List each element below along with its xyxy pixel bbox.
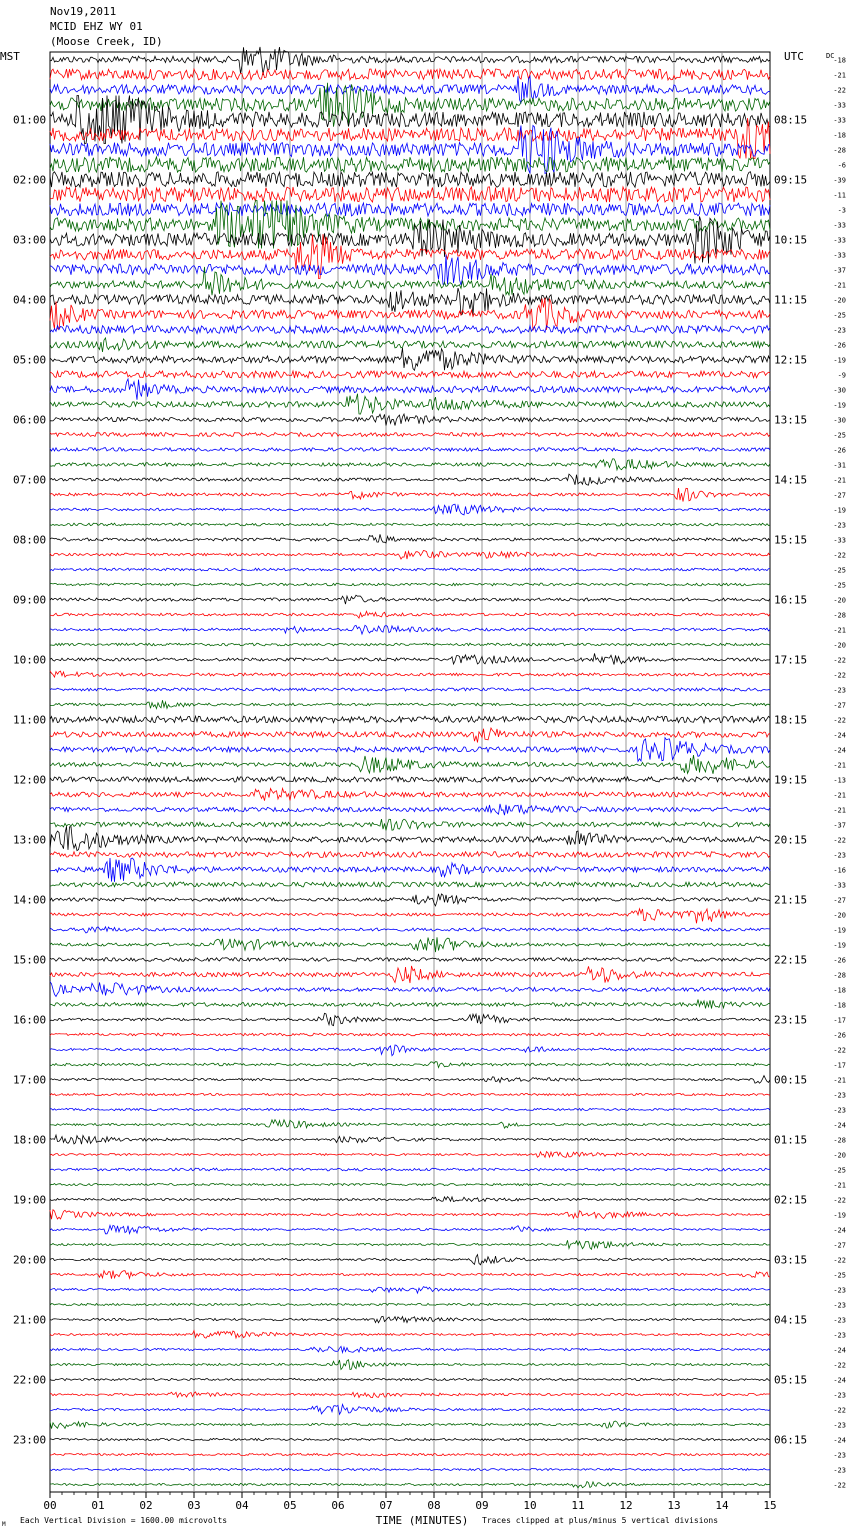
header-station: MCID EHZ WY 01 [50, 20, 143, 33]
dc-offset-label: -22 [833, 86, 846, 95]
utc-hour-label: 03:15 [774, 1253, 808, 1267]
dc-offset-label: -3 [837, 206, 846, 215]
dc-offset-label: -19 [833, 926, 846, 935]
utc-axis-label: UTC [784, 50, 804, 63]
scale-note: Each Vertical Division = 1600.00 microvolts [20, 1516, 228, 1525]
mst-hour-label: 22:00 [13, 1373, 47, 1387]
mst-hour-label: 15:00 [13, 953, 47, 967]
trace-line [50, 1152, 770, 1158]
corner-mark: M [2, 1521, 6, 1528]
dc-offset-label: -21 [833, 281, 846, 290]
dc-offset-label: -21 [833, 761, 846, 770]
trace-line [50, 1062, 770, 1068]
x-tick-label: 00 [43, 1499, 57, 1512]
dc-offset-label: -37 [833, 266, 846, 275]
dc-label: DC [826, 52, 835, 60]
mst-hour-label: 03:00 [13, 233, 47, 247]
dc-offset-label: -31 [833, 461, 846, 470]
dc-offset-label: -20 [833, 641, 846, 650]
dc-offset-label: -23 [833, 851, 846, 860]
dc-offset-label: -19 [833, 506, 846, 515]
dc-offset-label: -9 [837, 371, 846, 380]
dc-offset-label: -24 [833, 1376, 846, 1385]
trace-line [50, 1033, 770, 1036]
dc-offset-label: -25 [833, 311, 846, 320]
trace-line [50, 459, 770, 470]
dc-offset-label: -6 [837, 161, 846, 170]
mst-hour-label: 13:00 [13, 833, 47, 847]
dc-offset-label: -24 [833, 1346, 846, 1355]
trace-line [50, 1240, 770, 1249]
trace-line [50, 1378, 770, 1380]
trace-line [50, 394, 770, 414]
trace-line [50, 1197, 770, 1202]
utc-hour-label: 20:15 [774, 833, 808, 847]
x-tick-label: 15 [763, 1499, 777, 1512]
x-tick-label: 14 [715, 1499, 729, 1512]
dc-offset-label: -22 [833, 551, 846, 560]
trace-line [50, 826, 770, 850]
utc-hour-label: 15:15 [774, 533, 808, 547]
dc-offset-label: -22 [833, 716, 846, 725]
trace-line [50, 348, 770, 371]
trace-line [50, 583, 770, 586]
dc-offset-label: -28 [833, 971, 846, 980]
trace-line [50, 534, 770, 543]
trace-line [50, 1135, 770, 1144]
x-tick-label: 08 [427, 1499, 441, 1512]
mst-hour-label: 19:00 [13, 1193, 47, 1207]
dc-offset-label: -33 [833, 101, 846, 110]
trace-line [50, 852, 770, 858]
dc-offset-label: -19 [833, 941, 846, 950]
dc-offset-label: -19 [833, 1211, 846, 1220]
trace-line [50, 267, 770, 295]
x-tick-label: 11 [571, 1499, 585, 1512]
trace-line [50, 1392, 770, 1398]
trace-line [50, 126, 770, 174]
dc-offset-label: -33 [833, 881, 846, 890]
mst-hour-label: 14:00 [13, 893, 47, 907]
header-date: Nov19,2011 [50, 5, 117, 18]
trace-line [50, 371, 770, 378]
dc-offset-label: -27 [833, 1241, 846, 1250]
utc-hour-label: 01:15 [774, 1133, 808, 1147]
dc-offset-label: -17 [833, 1061, 846, 1070]
dc-offset-label: -25 [833, 431, 846, 440]
dc-offset-label: -26 [833, 446, 846, 455]
trace-line [50, 1045, 770, 1056]
mst-hour-label: 11:00 [13, 713, 47, 727]
trace-line [50, 326, 770, 334]
utc-hour-label: 00:15 [774, 1073, 808, 1087]
utc-hour-label: 11:15 [774, 293, 808, 307]
mst-axis-label: MST [0, 50, 20, 63]
trace-line [50, 216, 770, 263]
dc-offset-label: -23 [833, 326, 846, 335]
mst-hour-label: 02:00 [13, 173, 47, 187]
clip-note: Traces clipped at plus/minus 5 vertical divisions [482, 1516, 719, 1525]
trace-line [50, 894, 770, 906]
dc-offset-label: -20 [833, 596, 846, 605]
trace-line [50, 755, 770, 774]
utc-hour-label: 08:15 [774, 113, 808, 127]
utc-hour-label: 18:15 [774, 713, 808, 727]
trace-line [50, 1168, 770, 1171]
dc-offset-label: -18 [833, 56, 846, 65]
utc-hour-label: 10:15 [774, 233, 808, 247]
trace-line [50, 595, 770, 604]
dc-offset-label: -19 [833, 356, 846, 365]
header-location: (Moose Creek, ID) [50, 35, 163, 48]
mst-hour-label: 01:00 [13, 113, 47, 127]
dc-offset-label: -23 [833, 1286, 846, 1295]
trace-line [50, 433, 770, 437]
dc-offset-label: -28 [833, 611, 846, 620]
trace-line [50, 1421, 770, 1429]
x-tick-label: 03 [187, 1499, 201, 1512]
x-tick-label: 04 [235, 1499, 249, 1512]
trace-line [50, 1331, 770, 1339]
trace-line [50, 1438, 770, 1440]
dc-offset-label: -21 [833, 1076, 846, 1085]
dc-offset-label: -22 [833, 1406, 846, 1415]
dc-offset-label: -25 [833, 566, 846, 575]
dc-offset-label: -21 [833, 806, 846, 815]
trace-line [50, 255, 770, 285]
trace-line [50, 488, 770, 502]
trace-line [50, 819, 770, 830]
dc-offset-label: -22 [833, 836, 846, 845]
dc-offset-label: -21 [833, 476, 846, 485]
utc-hour-label: 14:15 [774, 473, 808, 487]
trace-line [50, 738, 770, 762]
trace-line [50, 882, 770, 887]
dc-offset-label: -17 [833, 1016, 846, 1025]
dc-offset-label: -21 [833, 626, 846, 635]
dc-offset-label: -23 [833, 521, 846, 530]
dc-offset-label: -18 [833, 131, 846, 140]
trace-line [50, 1287, 770, 1294]
dc-offset-label: -20 [833, 296, 846, 305]
trace-line [50, 448, 770, 452]
utc-hour-label: 16:15 [774, 593, 808, 607]
dc-offset-label: -33 [833, 236, 846, 245]
dc-offset-label: -27 [833, 491, 846, 500]
trace-line [50, 1076, 770, 1084]
x-tick-label: 12 [619, 1499, 633, 1512]
trace-line [50, 909, 770, 924]
trace-line [50, 700, 770, 708]
x-tick-label: 02 [139, 1499, 153, 1512]
x-tick-label: 07 [379, 1499, 393, 1512]
trace-line [50, 958, 770, 962]
x-tick-label: 10 [523, 1499, 537, 1512]
dc-offset-label: -21 [833, 791, 846, 800]
trace-line [50, 1482, 770, 1488]
trace-line [50, 937, 770, 952]
dc-offset-label: -11 [833, 191, 846, 200]
trace-line [50, 1210, 770, 1220]
dc-offset-label: -13 [833, 776, 846, 785]
trace-line [50, 653, 770, 664]
dc-offset-label: -20 [833, 911, 846, 920]
dc-offset-label: -24 [833, 1226, 846, 1235]
dc-offset-label: -33 [833, 536, 846, 545]
dc-offset-label: -21 [833, 1181, 846, 1190]
trace-line [50, 1255, 770, 1265]
trace-line [50, 157, 770, 172]
trace-line [50, 927, 770, 933]
dc-offset-label: -22 [833, 1361, 846, 1370]
mst-hour-label: 05:00 [13, 353, 47, 367]
trace-line [50, 716, 770, 723]
trace-line [50, 523, 770, 526]
mst-hour-label: 23:00 [13, 1433, 47, 1447]
trace-line [50, 788, 770, 800]
mst-hour-label: 17:00 [13, 1073, 47, 1087]
trace-line [50, 203, 770, 216]
utc-hour-label: 19:15 [774, 773, 808, 787]
trace-line [50, 611, 770, 618]
dc-offset-label: -20 [833, 1151, 846, 1160]
mst-hour-label: 07:00 [13, 473, 47, 487]
trace-line [50, 1120, 770, 1129]
dc-offset-label: -26 [833, 956, 846, 965]
trace-line [50, 671, 770, 677]
dc-offset-label: -18 [833, 986, 846, 995]
mst-hour-label: 20:00 [13, 1253, 47, 1267]
dc-offset-label: -28 [833, 1136, 846, 1145]
dc-offset-label: -30 [833, 386, 846, 395]
trace-line [50, 1404, 770, 1414]
trace-line [50, 1360, 770, 1370]
trace-line [50, 804, 770, 815]
trace-line [50, 777, 770, 782]
trace-line [50, 551, 770, 560]
x-axis-title: TIME (MINUTES) [375, 1514, 469, 1527]
trace-line [50, 1093, 770, 1095]
dc-offset-label: -24 [833, 1436, 846, 1445]
utc-hour-label: 21:15 [774, 893, 808, 907]
dc-offset-label: -23 [833, 1331, 846, 1340]
trace-line [50, 1225, 770, 1233]
trace-line [50, 414, 770, 426]
trace-line [50, 187, 770, 202]
utc-hour-label: 23:15 [774, 1013, 808, 1027]
utc-hour-label: 09:15 [774, 173, 808, 187]
mst-hour-label: 04:00 [13, 293, 47, 307]
dc-offset-label: -26 [833, 1031, 846, 1040]
mst-hour-label: 18:00 [13, 1133, 47, 1147]
trace-line [50, 643, 770, 646]
utc-hour-label: 22:15 [774, 953, 808, 967]
trace-line [50, 982, 770, 997]
dc-offset-label: -23 [833, 1106, 846, 1115]
dc-offset-label: -23 [833, 1451, 846, 1460]
trace-line [50, 858, 770, 882]
dc-offset-label: -23 [833, 1301, 846, 1310]
dc-offset-label: -24 [833, 746, 846, 755]
utc-hour-label: 04:15 [774, 1313, 808, 1327]
trace-line [50, 1013, 770, 1025]
dc-offset-label: -27 [833, 896, 846, 905]
trace-line [50, 966, 770, 983]
dc-offset-label: -22 [833, 1256, 846, 1265]
x-tick-label: 01 [91, 1499, 105, 1512]
mst-hour-label: 08:00 [13, 533, 47, 547]
dc-offset-label: -25 [833, 1271, 846, 1280]
utc-hour-label: 12:15 [774, 353, 808, 367]
dc-offset-label: -23 [833, 1466, 846, 1475]
dc-offset-label: -23 [833, 1421, 846, 1430]
trace-line [50, 338, 770, 352]
trace-line [50, 1183, 770, 1185]
trace-line [50, 379, 770, 400]
trace-line [50, 1303, 770, 1305]
dc-offset-label: -25 [833, 581, 846, 590]
dc-offset-label: -23 [833, 686, 846, 695]
dc-offset-label: -23 [833, 1091, 846, 1100]
x-tick-label: 13 [667, 1499, 681, 1512]
dc-offset-label: -19 [833, 401, 846, 410]
mst-hour-label: 10:00 [13, 653, 47, 667]
mst-hour-label: 09:00 [13, 593, 47, 607]
utc-hour-label: 02:15 [774, 1193, 808, 1207]
utc-hour-label: 13:15 [774, 413, 808, 427]
trace-group [50, 47, 770, 1488]
dc-offset-label: -22 [833, 1046, 846, 1055]
utc-hour-label: 17:15 [774, 653, 808, 667]
trace-line [50, 568, 770, 571]
dc-offset-label: -22 [833, 1196, 846, 1205]
utc-hour-label: 05:15 [774, 1373, 808, 1387]
mst-hour-label: 21:00 [13, 1313, 47, 1327]
dc-offset-label: -33 [833, 251, 846, 260]
dc-offset-label: -18 [833, 1001, 846, 1010]
trace-line [50, 69, 770, 80]
dc-offset-label: -28 [833, 146, 846, 155]
dc-offset-label: -24 [833, 1121, 846, 1130]
trace-line [50, 504, 770, 515]
trace-line [50, 288, 770, 315]
dc-offset-label: -22 [833, 671, 846, 680]
dc-offset-label: -22 [833, 656, 846, 665]
trace-line [50, 625, 770, 634]
trace-line [50, 728, 770, 743]
dc-offset-label: -26 [833, 341, 846, 350]
trace-line [50, 474, 770, 485]
x-tick-label: 06 [331, 1499, 345, 1512]
dc-offset-label: -33 [833, 116, 846, 125]
dc-offset-label: -23 [833, 1391, 846, 1400]
trace-line [50, 1453, 770, 1455]
trace-line [50, 1316, 770, 1322]
mst-hour-label: 06:00 [13, 413, 47, 427]
trace-line [50, 688, 770, 691]
dc-offset-label: -33 [833, 221, 846, 230]
mst-hour-label: 12:00 [13, 773, 47, 787]
trace-line [50, 1468, 770, 1470]
trace-line [50, 1000, 770, 1009]
trace-line [50, 1346, 770, 1352]
x-tick-label: 05 [283, 1499, 297, 1512]
dc-offset-label: -25 [833, 1166, 846, 1175]
utc-hour-label: 06:15 [774, 1433, 808, 1447]
dc-offset-label: -30 [833, 416, 846, 425]
mst-hour-label: 16:00 [13, 1013, 47, 1027]
trace-line [50, 1108, 770, 1110]
x-tick-label: 09 [475, 1499, 489, 1512]
dc-offset-label: -27 [833, 701, 846, 710]
dc-offset-label: -37 [833, 821, 846, 830]
dc-offset-label: -23 [833, 1316, 846, 1325]
dc-offset-label: -39 [833, 176, 846, 185]
dc-offset-label: -24 [833, 731, 846, 740]
dc-offset-label: -16 [833, 866, 846, 875]
dc-offset-label: -22 [833, 1481, 846, 1490]
dc-offset-label: -21 [833, 71, 846, 80]
trace-line [50, 1271, 770, 1279]
trace-line [50, 172, 770, 187]
